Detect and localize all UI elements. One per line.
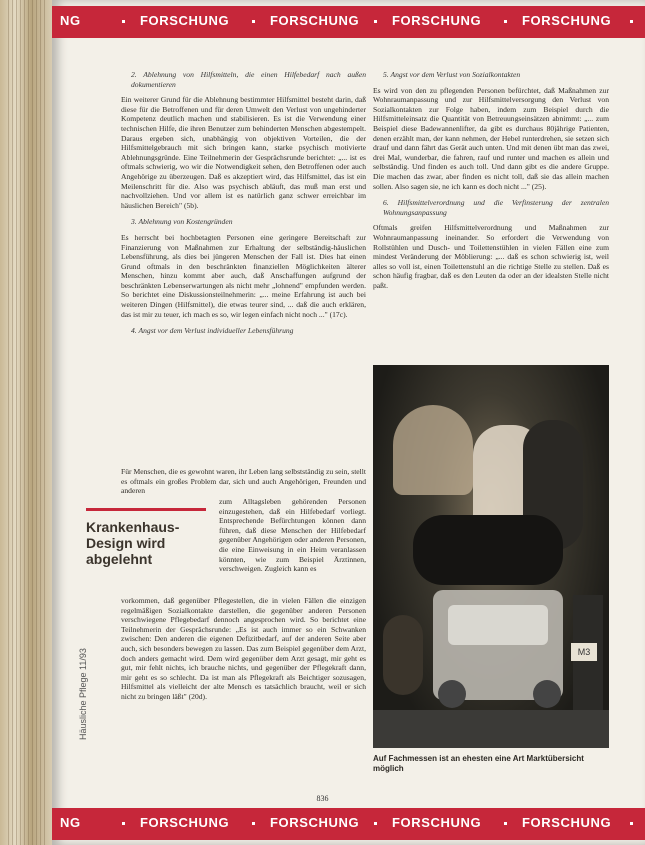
journal-issue-label: Häusliche Pflege 11/93 [78, 648, 88, 740]
footer-label: FORSCHUNG [522, 815, 612, 830]
section-heading: 6. Hilfsmittelverordnung und die Verfinsterung der zentralen Wohnungsanpassung [383, 198, 609, 217]
paragraph: Es wird von den zu pflegenden Personen befürchtet, daß Maßnahmen zur Wohnraumanpassung und zur Hilfsmittelversorgung den Verlust von Sozialkontakten zur Folge haben, indem zum Beispiel durch die Hilfsmitteleinsatz die Quantität von Betreuungseinsätzen abnimmt: „... zum Beispiel diese Badewannenlifter, da gibt es durchaus 80jährige Patienten, denen erzählt man, der kann nehmen, der Hebel runterdrehen, sie setzen sich drauf und dann fährt das Gerät auch unten. Und mit denen übt man das zwei, drei Mal, wunderbar, die fahren, rauf und runter und machen es allein und selbständig. Und finden es auch toll. Und dann gibt es die andere Gruppe. Die machen das zwar, aber finden es nicht toll, daß sie das allein machen sollen. Also sagen sie, ne ich kann es doch nicht ..." (25). [373, 85, 609, 191]
header-band [52, 6, 645, 38]
header-label: FORSCHUNG [140, 13, 230, 28]
header-label: FORSCHUNG [270, 13, 360, 28]
section-heading: 5. Angst vor dem Verlust von Sozialkontakten [383, 70, 521, 79]
section-heading: 3. Ablehnung von Kostengründen [131, 217, 233, 227]
footer-label: FORSCHUNG [270, 815, 360, 830]
header-label-partial: NG [60, 13, 81, 28]
footer-band [52, 808, 645, 840]
book-spine-edge [0, 0, 52, 845]
trade-fair-photo [373, 365, 609, 748]
header-label: FORSCHUNG [522, 13, 612, 28]
booth-sign: M3 [571, 643, 597, 661]
header-label: FORSCHUNG [392, 13, 482, 28]
paragraph: zum Alltagsleben gehörenden Personen einzugestehen, daß ein Hilfebedarf vorliegt. Entsprechende Befürchtungen können dann führen, daß diese Menschen der Hilfebedarf gegenüber Angehörigen oder anderen Personen, die eine Einweisung in ein Heim veranlassen könnten, wie zum Beispiel Ärztinnen, verschweigen. Zugleich kann es [219, 497, 366, 574]
footer-label: FORSCHUNG [392, 815, 482, 830]
sidebar-heading: Krankenhaus-Design wird abgelehnt [86, 508, 206, 567]
footer-label: FORSCHUNG [140, 815, 230, 830]
paragraph: Ein weiterer Grund für die Ablehnung bestimmter Hilfsmittel besteht darin, daß diese für die Betroffenen und für deren Umwelt den Verlust von ungehinderter Kompetenz deutlich machen und stabilisieren. Es ist die Verwendung einer technischen Hilfe, die ihren Benutzer zum behinderten Menschen abgestempelt. Daraus ergeben sich, unabhängig von objektiven Vorteilen, die der Hilfsmittelgebrauch mit sich bringen kann, starke psychisch motivierte Ablehnungsgründe. Eine Teilnehmerin der Gesprächsrunde berichtet: „... ist es oftmals schwierig, wo wir die Notwendigkeit sehen, den Betroffenen oder auch Angehörige zu überzeugen. Daß es akzeptiert wird, das Hilfsmittel, das ist ein Meilenschritt für die. Also was psychisch abläuft, das muß man erst und nachvollziehen. Und vor allem ist es natürlich ganz schwer erreichbar im häuslichen Bereich" (5b). [121, 95, 366, 210]
paragraph: Für Menschen, die es gewohnt waren, ihr Leben lang selbstständig zu sein, stellt es oftmals ein großes Problem dar, sich und auch Angehörigen, Freunden und anderen [121, 467, 366, 496]
section-heading: 4. Angst vor dem Verlust individueller Lebensführung [131, 326, 294, 336]
page-number: 836 [316, 794, 329, 803]
paragraph: Es herrscht bei hochbetagten Personen eine geringere Bereitschaft zur Finanzierung von Maßnahmen zur Erhaltung der selbständig-häuslichen Lebensführung, als dies bei jüngeren Menschen der Fall ist. Dies hat einen Grund oftmals in den beschränkten finanziellen Möglichkeiten älterer Menschen, hinzu kommt aber auch, daß Anschaffungen aufgrund der beschränkten Lebenserwartungen als nicht mehr „lohnend" empfunden werden. So berichtet eine Diskussionsteilnehmerin: „... meine Erfahrung ist auch bei weiteren Dingen (Hilfsmittel), die etwas teurer sind, ... daß die auch erklären, das ist mir zu teuer, ich mach es so, wir legen einfach nicht noch ..." (17c). [121, 232, 366, 319]
right-column [373, 70, 609, 297]
footer-label-partial: NG [60, 815, 81, 830]
paragraph: Oftmals greifen Hilfsmittelverordnung und Maßnahmen zur Wohnraumanpassung ineinander. So erfordert die Verwendung von Rollstühlen und Dusch- und Toilettenstühlen in vielen Fällen eine zum mindest Veränderung der Möblierung: „... daß es schon schwierig ist, weil alles so voll ist, einen Toilettenstuhl an die richtige Stelle zu stellen. Daß es schon häufig fragbar, daß es den Leuten da oder an der idealsten Stelle nicht paßt. [373, 223, 609, 290]
paragraph: vorkommen, daß gegenüber Pflegestellen, die in vielen Fällen die einzigen regelmäßigen Sozialkontakte darstellen, die gegenüber anderen Personen verschwiegene Pflegebedarf dennoch angesprochen wird. So berichtet eine Teilnehmerin der Gesprächsrunde: „Es ist auch immer so ein Schwanken zwischen: Den anderen die eigenen Defizitbedarf, auf der anderen Seite aber auch, sich besonders bewegen zu lassen. Das zum Beispiel gegenüber dem Arzt, doch anders gemacht wird. Dem wird gegenüber dem Arzt gesagt, mir geht es gut, mir fehlt nichts, ich brauche nichts, und gegenüber der Pflegekraft dann, mir geht es so schlecht. Da ist man als Pflegekraft als Beichtiger sozusagen, Hilfsmittel als vielleicht der alte Mensch es tatsächlich braucht, weil er sich nicht zu bringen läßt" (20d). [121, 596, 366, 701]
left-column [121, 70, 366, 342]
photo-caption: Auf Fachmessen ist an ehesten eine Art Marktübersicht möglich [373, 754, 584, 773]
section-heading: 2. Ablehnung von Hilfsmitteln, die einen Hilfebedarf nach außen dokumentieren [131, 70, 366, 89]
